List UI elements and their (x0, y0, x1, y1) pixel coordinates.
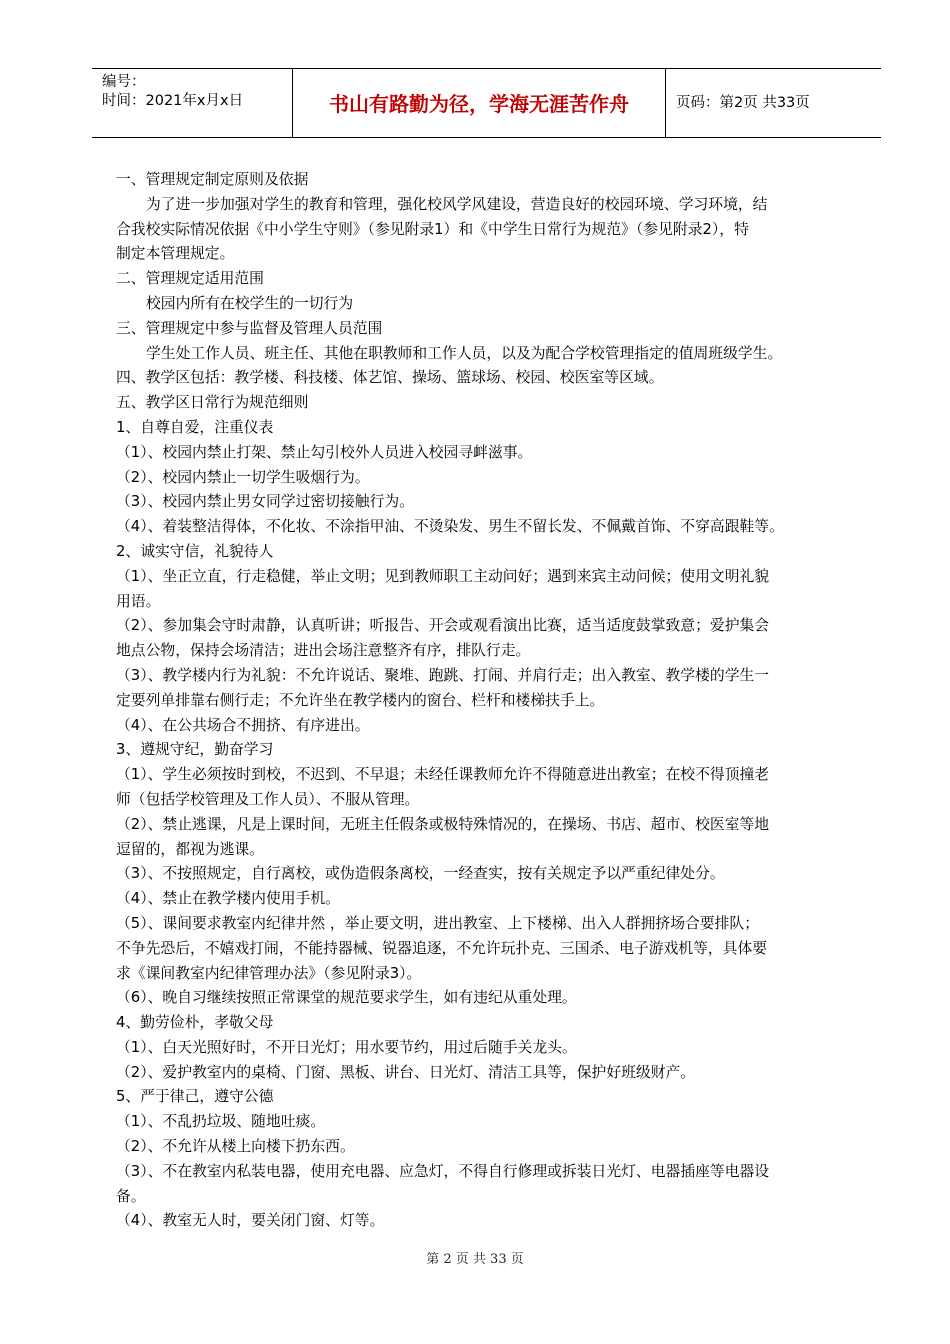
subsection-heading: 2、诚实守信，礼貌待人 (116, 542, 274, 560)
page-footer: 第 2 页 共 33 页 (426, 1252, 524, 1267)
list-item: （1）、坐正立直，行走稳健，举止文明；见到教师职工主动问好；遇到来宾主动问候；使用文明礼貌 (116, 567, 770, 585)
list-item: （3）、校园内禁止男女同学过密切接触行为。 (116, 493, 414, 511)
list-item: （3）、不按照规定，自行离校，或伪造假条离校，一经查实，按有关规定予以严重纪律处分。 (116, 865, 725, 883)
list-item-continued: 求《课间教室内纪律管理办法》（参见附录3）。 (116, 964, 422, 982)
paragraph-line: 为了进一步加强对学生的教育和管理，强化校风学风建设，营造良好的校园环境、学习环境，结 (146, 195, 768, 213)
section-heading: 五、教学区日常行为规范细则 (116, 394, 309, 412)
section-heading: 一、管理规定制定原则及依据 (116, 171, 309, 188)
list-item: （3）、教学楼内行为礼貌：不允许说话、聚堆、跑跳、打闹、并肩行走；出入教室、教学楼的学生一 (116, 666, 770, 684)
section-heading: 三、管理规定中参与监督及管理人员范围 (116, 319, 383, 337)
header-page-cell (666, 69, 881, 137)
motto: 书山有路勤为径，学海无涯苦作舟 (329, 92, 629, 116)
list-item-continued: 师（包括学校管理及工作人员）、不服从管理。 (116, 790, 420, 808)
list-item-continued: 地点公物，保持会场清洁；进出会场注意整齐有序，排队行走。 (116, 642, 531, 660)
document-body (116, 168, 864, 1234)
list-item-continued: 定要列单排靠右侧行走；不允许坐在教学楼内的窗台、栏杆和楼梯扶手上。 (116, 691, 605, 709)
paragraph-line: 合我校实际情况依据《中小学生守则》（参见附录1）和《中学生日常行为规范》（参见附录2），特 (116, 220, 749, 238)
header-meta-cell (92, 69, 292, 137)
list-item: （1）、学生必须按时到校，不迟到、不早退；未经任课教师允许不得随意进出教室；在校不得顶撞老 (116, 766, 770, 784)
time-line: 时间：2021年x月x日 (102, 93, 244, 109)
list-item: （1）、不乱扔垃圾、随地吐痰。 (116, 1113, 326, 1131)
list-item: （2）、爱护教室内的桌椅、门窗、黑板、讲台、日光灯、清洁工具等，保护好班级财产。 (116, 1063, 696, 1081)
subsection-heading: 1、自尊自爱，注重仪表 (116, 418, 274, 436)
list-item-continued: 逗留的，都视为逃课。 (116, 840, 264, 858)
subsection-heading: 5、严于律己，遵守公德 (116, 1088, 274, 1106)
list-item: （5）、课间要求教室内纪律井然 ，举止要文明，进出教室、上下楼梯、出入人群拥挤场合要排队； (116, 914, 759, 932)
section-heading: 四、教学区包括：教学楼、科技楼、体艺馆、操场、篮球场、校园、校医室等区域。 (116, 369, 664, 387)
list-item: （4）、在公共场合不拥挤、有序进出。 (116, 716, 370, 734)
subsection-heading: 3、遵规守纪，勤奋学习 (116, 741, 274, 759)
list-item: （2）、不允许从楼上向楼下扔东西。 (116, 1138, 355, 1156)
paragraph-line: 制定本管理规定。 (116, 245, 235, 263)
list-item: （2）、参加集会守时肃静，认真听讲；听报告、开会或观看演出比赛，适当适度鼓掌致意；爱护集会 (116, 617, 770, 635)
page-info: 页码：第2页 共33页 (676, 95, 810, 111)
list-item: （2）、校园内禁止一切学生吸烟行为。 (116, 468, 370, 486)
list-item: （4）、着装整洁得体，不化妆、不涂指甲油、不烫染发、男生不留长发、不佩戴首饰、不穿高跟鞋等。 (116, 518, 784, 536)
document-header (92, 68, 881, 138)
paragraph-line: 校园内所有在校学生的一切行为 (146, 294, 354, 312)
list-item: （4）、教室无人时，要关闭门窗、灯等。 (116, 1212, 385, 1230)
list-item-continued: 备。 (116, 1187, 146, 1205)
header-motto-cell (292, 69, 666, 137)
list-item-continued: 不争先恐后，不嬉戏打闹，不能持器械、锐器追逐，不允许玩扑克、三国杀、电子游戏机等，具体要 (116, 939, 768, 957)
subsection-heading: 4、勤劳俭朴，孝敬父母 (116, 1014, 274, 1032)
list-item-continued: 用语。 (116, 592, 161, 610)
list-item: （3）、不在教室内私装电器，使用充电器、应急灯，不得自行修理或拆装日光灯、电器插座等电器设 (116, 1162, 770, 1180)
paragraph-line: 学生处工作人员、班主任、其他在职教师和工作人员，以及为配合学校管理指定的值周班级学生。 (146, 344, 783, 362)
code-label: 编号： (102, 74, 146, 90)
list-item: （2）、禁止逃课，凡是上课时间，无班主任假条或极特殊情况的，在操场、书店、超市、校医室等地 (116, 815, 770, 833)
list-item: （1）、白天光照好时，不开日光灯；用水要节约，用过后随手关龙头。 (116, 1038, 577, 1056)
list-item: （6）、晚自习继续按照正常课堂的规范要求学生，如有违纪从重处理。 (116, 989, 577, 1007)
section-heading: 二、管理规定适用范围 (116, 270, 264, 288)
list-item: （1）、校园内禁止打架、禁止勾引校外人员进入校园寻衅滋事。 (116, 443, 533, 461)
list-item: （4）、禁止在教学楼内使用手机。 (116, 890, 340, 908)
